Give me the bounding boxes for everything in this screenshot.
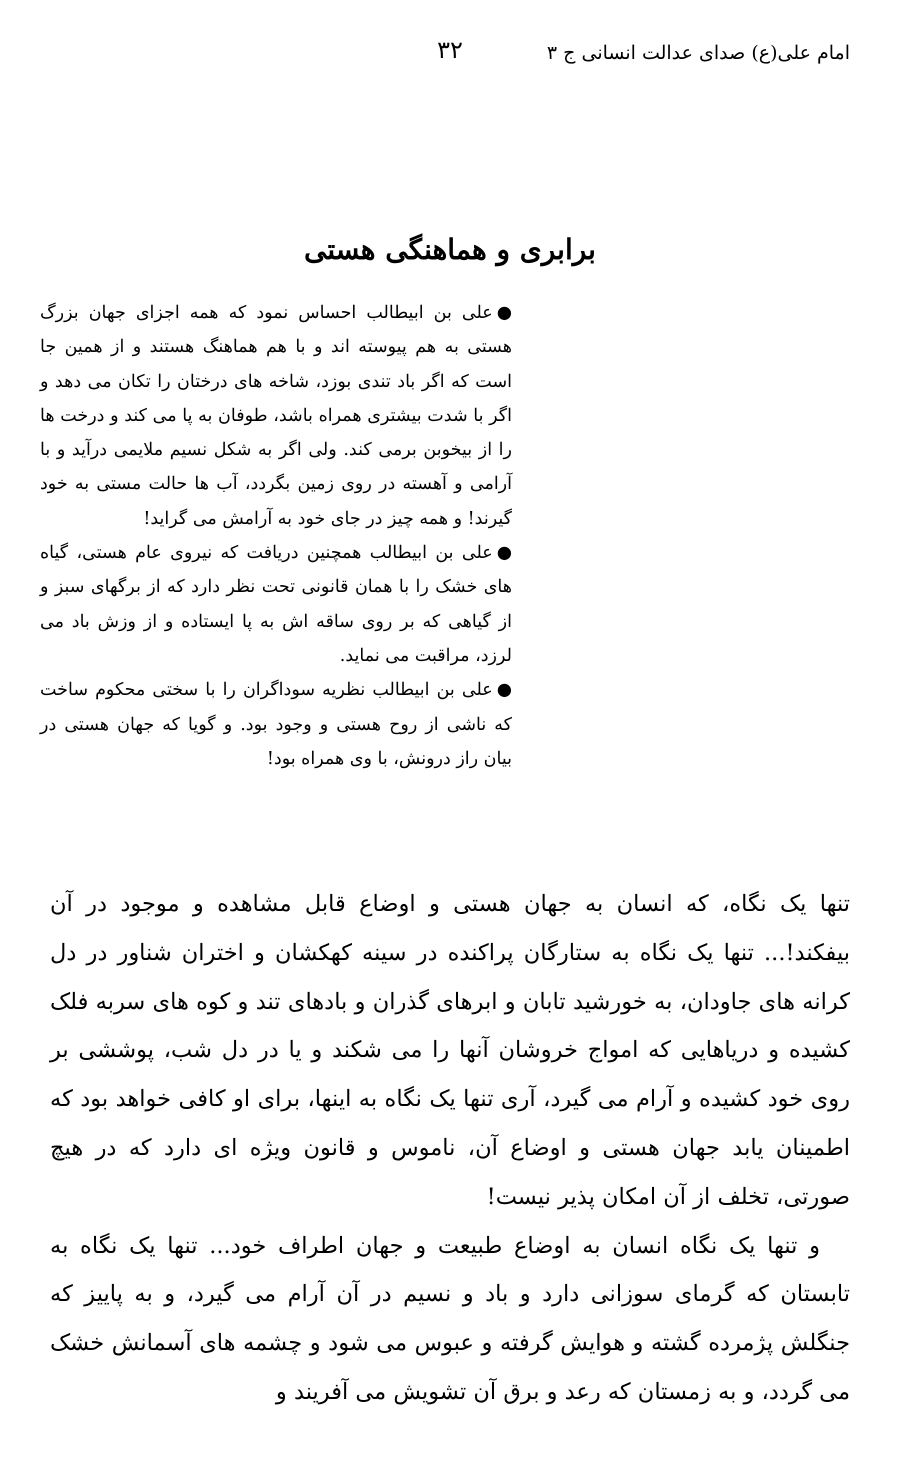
bullet-icon: ● (496, 680, 512, 701)
quote-text: علی بن ابیطالب همچنین دریافت که نیروی عام هستی، گیاه های خشک را با همان قانونی تحت نظر دارد که از برگهای سبز و از گیاهی که بر روی ساقه اش به پا ایستاده و از وزش باد می لرزد، مراقبت می نماید. (40, 543, 512, 666)
quote-text: علی بن ابیطالب نظریه سوداگران را با سختی محکوم ساخت که ناشی از روح هستی و وجود بود. و گویا که جهان هستی در بیان راز درونش، با وی همراه بود! (40, 680, 512, 769)
quote-item (40, 536, 512, 673)
bullet-icon: ● (496, 303, 512, 323)
page-number: ۳۲ (437, 36, 463, 64)
section-heading: برابری و هماهنگی هستی (304, 233, 596, 266)
bullet-icon: ● (496, 543, 512, 564)
quote-block (40, 296, 512, 776)
running-header (0, 36, 900, 76)
quote-text: علی بن ابیطالب احساس نمود که همه اجزای جهان بزرگ هستی به هم پیوسته اند و با هم هماهنگ هستند و از همین جا است که اگر باد تندی بوزد، شاخه های درختان را تکان می دهد و اگر با شدت بیشتری همراه باشد، طوفان به پا می کند و درخت ها را از بیخوبن برمی کند. ولی اگر به شکل نسیم ملایمی درآید و با آرامی و آهسته در روی زمین بگردد، آب ها حالت مستی به خود گیرند! و همه چیز در جای خود به آرامش می گراید! (40, 303, 512, 529)
body-paragraph: تنها یک نگاه، که انسان به جهان هستی و اوضاع قابل مشاهده و موجود در آن بیفکند!... تنها یک نگاه به ستارگان پراکنده در سینه کهکشان و اختران شناور در دل کرانه های جاودان، به خورشید تابان و ابرهای گذران و بادهای تند و کوه های سربه فلک کشیده و دریاهایی که امواج خروشان آنها را می شکند و یا در دل شب، پوششی بر روی خود کشیده و آرام می گیرد، آری تنها یک نگاه به اینها، برای او کافی خواهد بود که اطمینان یابد جهان هستی و اوضاع آن، ناموس و قانون ویژه ای دارد که در هیچ صورتی، تخلف از آن امکان پذیر نیست! (50, 891, 850, 1210)
quote-item (40, 673, 512, 776)
quote-item (40, 296, 512, 536)
body-paragraph: و تنها یک نگاه انسان به اوضاع طبیعت و جهان اطراف خود... تنها یک نگاه به تابستان که گرمای سوزانی دارد و باد و نسیم در آن آرام می گیرد، و به پاییز که جنگلش پژمرده گشته و هوایش گرفته و عبوس می شود و چشمه های آسمانش خشک می گردد، و به زمستان که رعد و برق آن تشویش می آفریند و (50, 1232, 850, 1405)
body-text (50, 880, 850, 1417)
running-header-title: امام علی(ع) صدای عدالت انسانی ج ۳ (546, 42, 850, 64)
